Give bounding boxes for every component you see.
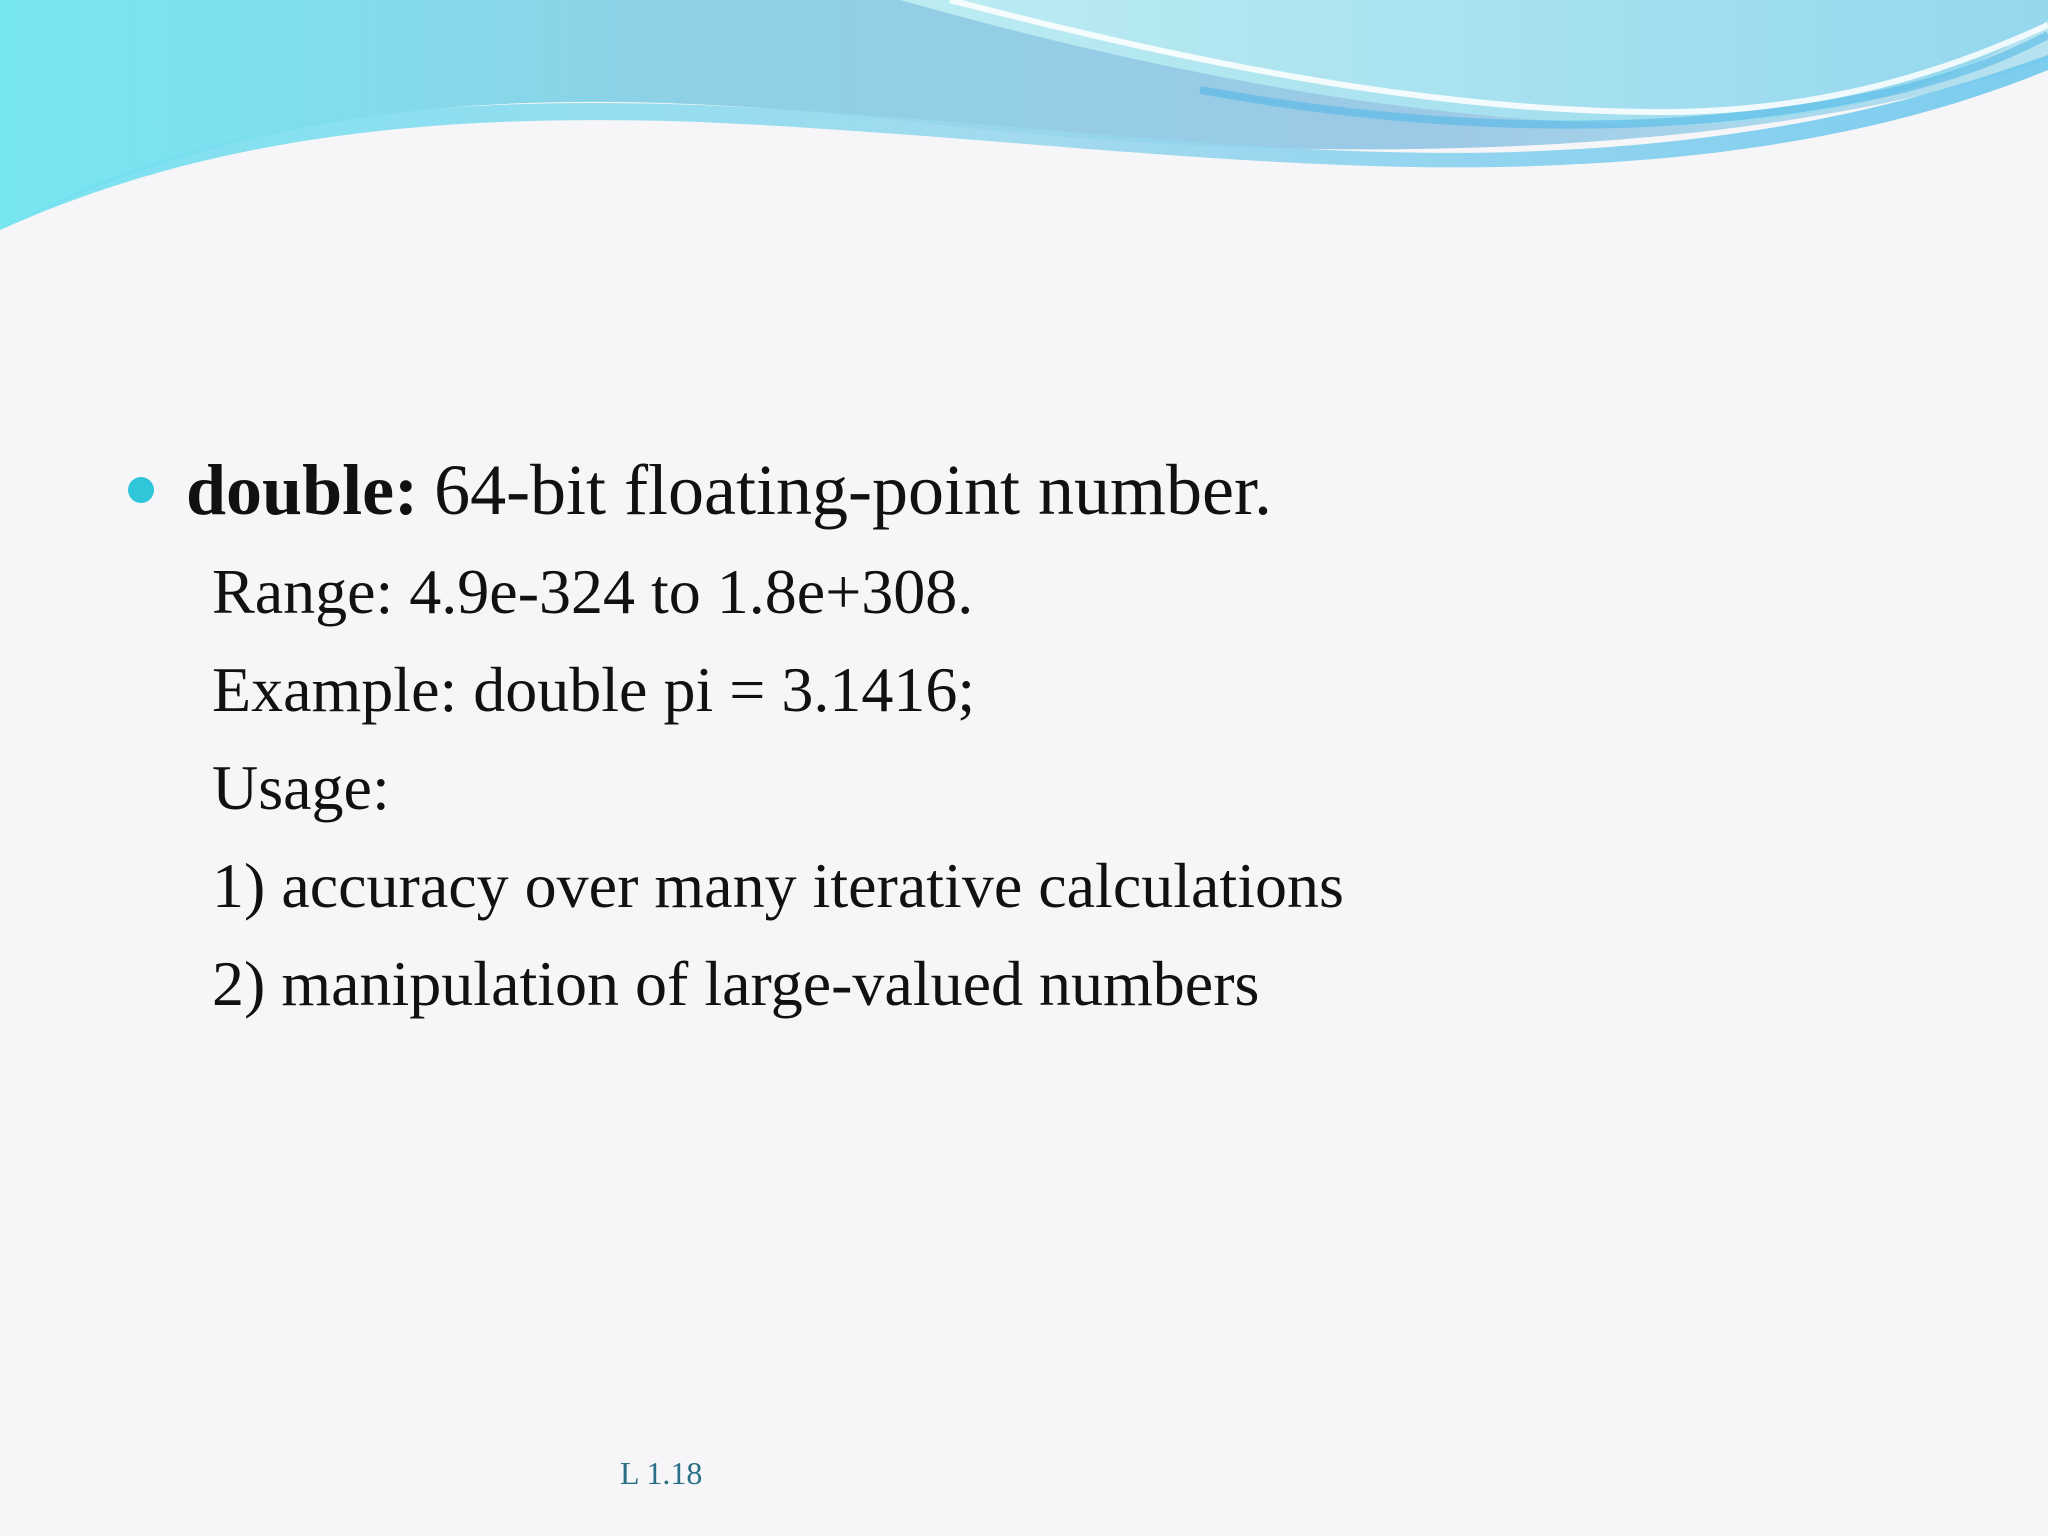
- usage-heading: Usage:: [212, 752, 390, 823]
- usage-item-1: 1) accuracy over many iterative calculations: [212, 850, 1344, 921]
- range-line: Range: 4.9e-324 to 1.8e+308.: [212, 556, 974, 627]
- bullet-item-double: [128, 445, 1828, 535]
- slide-number: L 1.18: [620, 1455, 703, 1491]
- slide-content: [128, 445, 1828, 1033]
- usage-item-2: 2) manipulation of large-valued numbers: [212, 948, 1260, 1019]
- header-wave-decoration: [0, 0, 2048, 240]
- bullet-dot-icon: [128, 477, 154, 503]
- term-description: 64-bit floating-point number.: [434, 450, 1272, 530]
- example-line: Example: double pi = 3.1416;: [212, 654, 976, 725]
- detail-lines: [212, 543, 1828, 1033]
- term-label: double:: [186, 450, 419, 530]
